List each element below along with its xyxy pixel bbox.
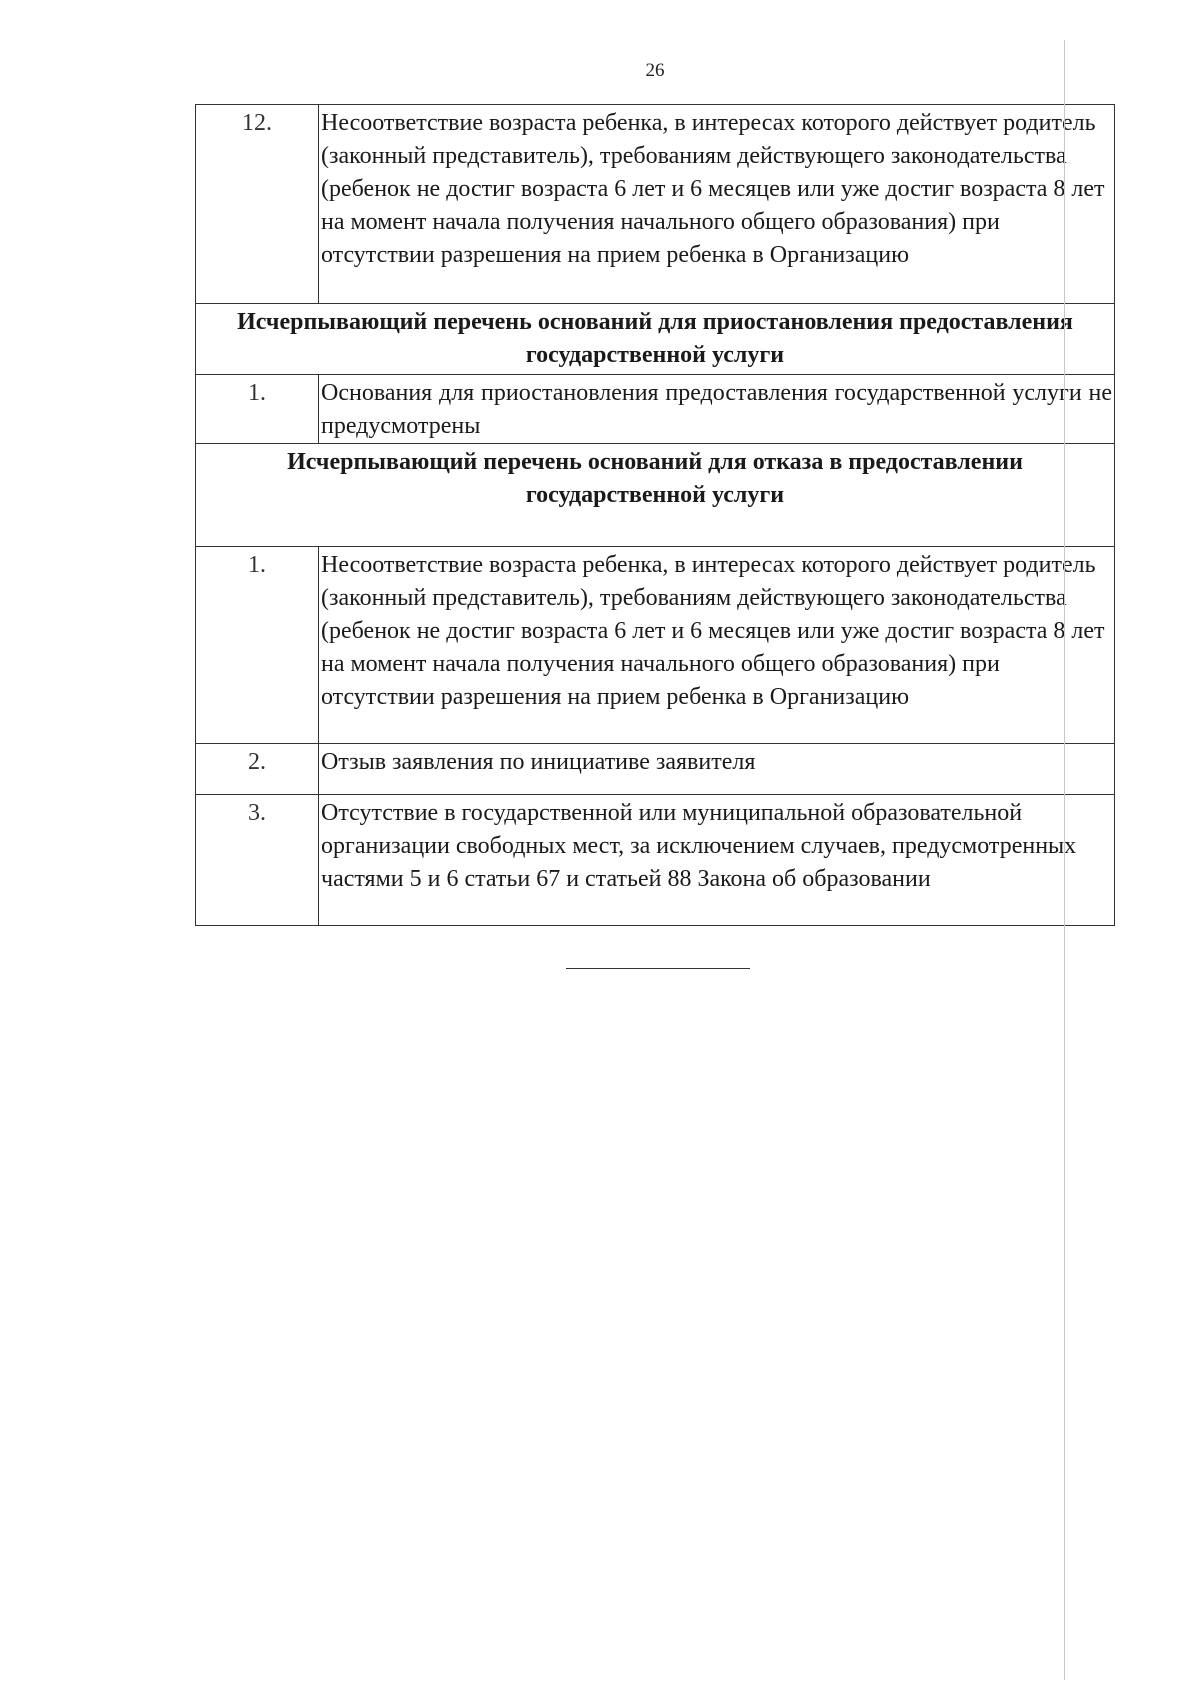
- section-heading-row: [196, 444, 1115, 547]
- table-row: [196, 795, 1115, 926]
- row-text: Отсутствие в государственной или муниципальной образовательной организации свободных мест, за исключением случаев, предусмотренных частями 5 и 6 статьи 67 и статьей 88 Закона об образовании: [319, 795, 1115, 926]
- row-number: 2.: [196, 744, 319, 795]
- row-number: 12.: [196, 105, 319, 304]
- table-row: [196, 744, 1115, 795]
- row-number: 3.: [196, 795, 319, 926]
- table-row: [196, 547, 1115, 744]
- grounds-table: [195, 104, 1115, 926]
- table-row: [196, 375, 1115, 444]
- page-number: 26: [645, 60, 665, 81]
- closing-rule: [566, 968, 750, 969]
- scan-artifact-line: [1064, 40, 1065, 1680]
- row-text: Несоответствие возраста ребенка, в интересах которого действует родитель (законный представитель), требованиям действующего законодательства (ребенок не достиг возраста 6 лет и 6 месяцев или уже достиг возраста 8 лет на момент начала получения начального общего образования) при отсутствии разрешения на прием ребенка в Организацию: [319, 105, 1115, 304]
- row-number: 1.: [196, 547, 319, 744]
- table-row: [196, 105, 1115, 304]
- section-heading-refuse: Исчерпывающий перечень оснований для отказа в предоставлении государственной услуги: [196, 444, 1115, 547]
- row-text: Основания для приостановления предоставления государственной услуги не предусмотрены: [319, 375, 1115, 444]
- section-heading-row: [196, 304, 1115, 375]
- section-heading-suspend: Исчерпывающий перечень оснований для приостановления предоставления государственной услуги: [196, 304, 1115, 375]
- row-number: 1.: [196, 375, 319, 444]
- row-text: Отзыв заявления по инициативе заявителя: [319, 744, 1115, 795]
- row-text: Несоответствие возраста ребенка, в интересах которого действует родитель (законный представитель), требованиям действующего законодательства (ребенок не достиг возраста 6 лет и 6 месяцев или уже достиг возраста 8 лет на момент начала получения начального общего образования) при отсутствии разрешения на прием ребенка в Организацию: [319, 547, 1115, 744]
